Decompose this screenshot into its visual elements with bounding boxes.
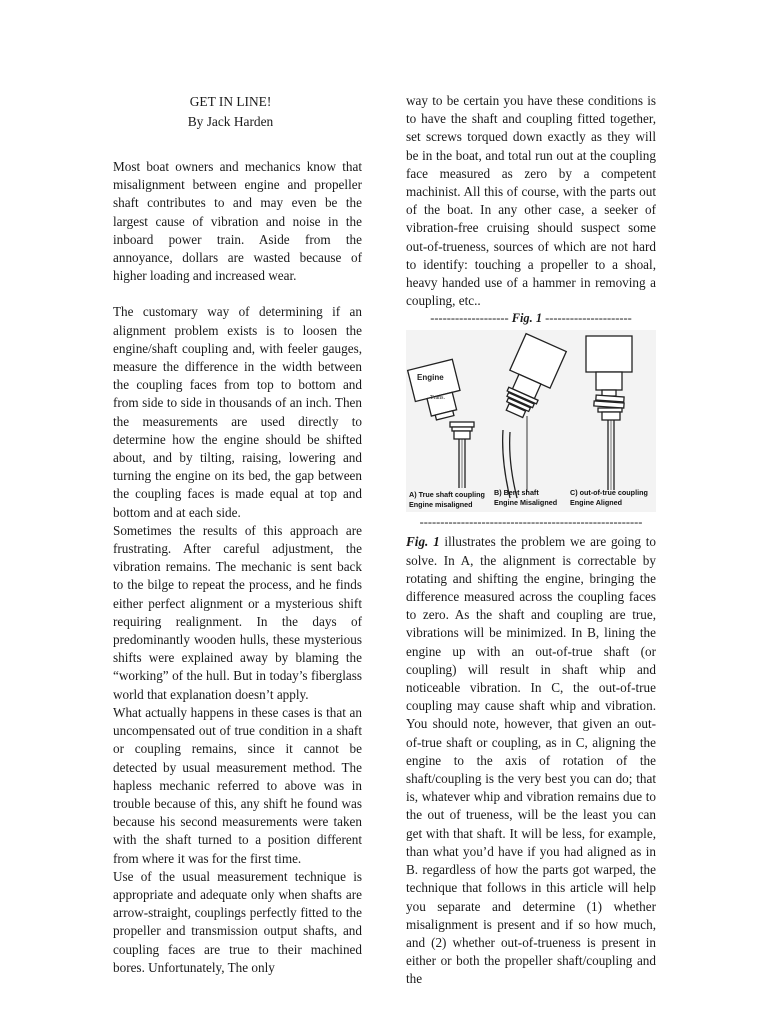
figure-separator-bottom: ------------------------------------------------------: [419, 515, 643, 530]
caption-b-line1: B) Bent shaft: [494, 488, 539, 498]
transmission-box: [596, 372, 622, 390]
alignment-diagram: [406, 330, 656, 512]
paragraph: [406, 533, 656, 988]
coupling-half: [450, 422, 474, 427]
caption-c-line1: C) out-of-true coupling: [570, 488, 648, 498]
paragraph-text: illustrates the problem we are going to solve. In A, the alignment is correctable by rotating and shifting the engine, bringing the difference measured across the coupling faces to zero. As the shaft and coupling are true, vibrations will be minimized. In B, lining the engine up with an out-of-true shaft (or coupling) will result in shaft whip and noticeable vibration. In C, the out-of-true coupling may cause shaft whip and vibration. You should note, however, that given an out-of-true shaft or coupling, as in C, aligning the engine to the axis of rotation of the shaft/coupling is the very best you can do; that is, whatever whip and vibration remains due to the out of trueness, will be the least you can get with that shaft. It will be less, for example, than what you’d have if you had aligned as in B. regardless of how the parts got warped, the technique that follows in this article will help you separate and determine (1) whether misalignment is present and if so how much, and (2) whether out-of-trueness is present in either or both the propeller shaft/coupling and the: [406, 534, 656, 987]
article-title: GET IN LINE!: [189, 94, 272, 109]
coupling-hub: [454, 431, 470, 439]
figure-reference: Fig. 1: [406, 534, 440, 550]
dash-line: -------------------: [430, 311, 509, 326]
figure-1: [406, 330, 656, 512]
left-column: [113, 92, 362, 977]
coupling-hub: [602, 412, 620, 420]
paragraph: What actually happens in these cases is that an uncompensated out of true condition in a shaft or coupling remains, since it cannot be detected by usual measurement method. The hapless mechanic referred to above was in trouble because of this, any shift he found was because his second measurements were taken with the shaft turned to a position different from where it was for the first time.: [113, 704, 362, 866]
caption-b-line2: Engine Misaligned: [494, 498, 558, 508]
caption-c-line2: Engine Aligned: [570, 498, 623, 508]
engine-label: Engine: [417, 373, 444, 383]
right-column: [406, 92, 656, 989]
paragraph: Most boat owners and mechanics know that misalignment between engine and propeller shaft contributes to and may even be the largest cause of vibration and noise in the inboard power train. Aside from the annoyance, dollars are wasted because of higher loading and increased wear.: [113, 159, 362, 284]
paragraph: The customary way of determining if an alignment problem exists is to loosen the engine/shaft coupling and, with feeler gauges, measure the difference in the width between the coupling faces from top to bottom and from side to side in thousands of an inch. Then the measurements are used directly to determine how the engine should be shifted about, and by tilting, raising, lowering and turning the engine on its bed, the gap between the coupling faces is made equal at top and bottom and at each side.: [113, 304, 362, 520]
engine-box: [586, 336, 632, 372]
title-block: [99, 92, 362, 132]
trans-label: Trans.: [430, 395, 445, 402]
dash-line: ---------------------: [545, 311, 632, 326]
paragraph: way to be certain you have these conditions is to have the shaft and coupling fitted together, set screws torqued down exactly as they will be in the boat, and total run out at the coupling face measured as zero by a competent machinist. All this of course, with the parts out of the boat. In any other case, a seeker of vibration-free cruising should suspect some out-of-trueness, sources of which are not hard to identify: touching a propeller to a shoal, heavy handed use of a hammer in removing a coupling, etc..: [406, 93, 656, 309]
caption-a-line1: A) True shaft coupling: [409, 490, 485, 500]
paragraph: Sometimes the results of this approach are frustrating. After careful adjustment, the vibration remains. The mechanic is sent back to the bilge to repeat the process, and he finds either perfect alignment or a mysterious shift requiring realignment. In the days of predominantly wooden hulls, these mysterious shifts were explained away by blaming the “working” of the hull. But in today’s fiberglass world that explanation doesn’t apply.: [113, 522, 362, 702]
caption-a-line2: Engine misaligned: [409, 500, 473, 510]
paragraph: Use of the usual measurement technique is appropriate and adequate only when shafts are arrow-straight, couplings perfectly fitted to the propeller and transmission output shafts, and coupling faces are true to their machined bores. Unfortunately, The only: [113, 868, 362, 975]
figure-separator-top: [406, 310, 656, 326]
article-byline: By Jack Harden: [187, 114, 274, 129]
figure-label: Fig. 1: [511, 311, 543, 326]
